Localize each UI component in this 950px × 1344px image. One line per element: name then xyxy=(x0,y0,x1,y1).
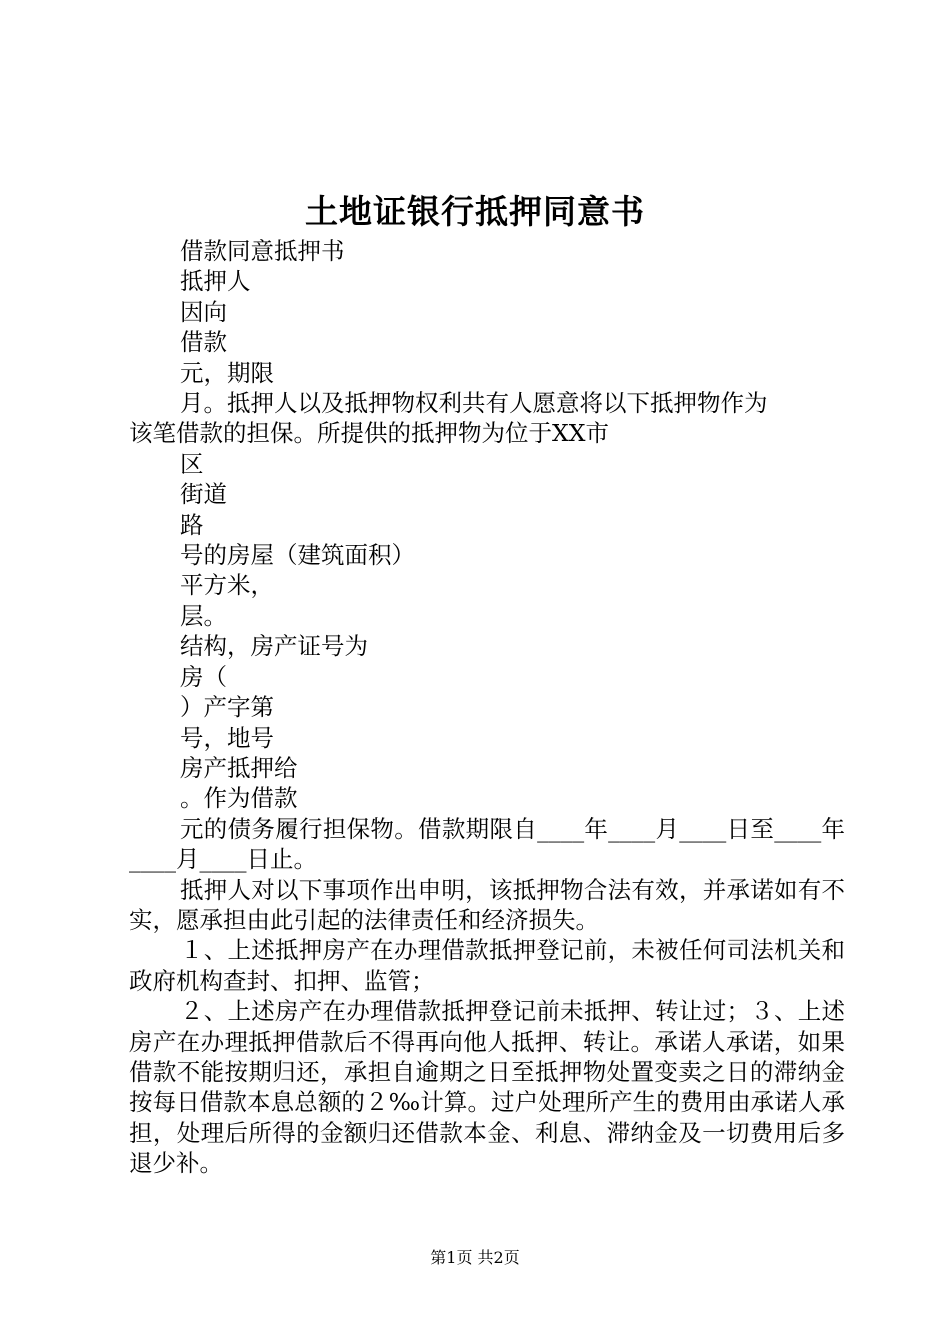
clause-1-paragraph: １、上述抵押房产在办理借款抵押登记前，未被任何司法机关和政府机构查封、扣押、监管； xyxy=(129,936,845,995)
clause-2-3-paragraph: ２、上述房产在办理借款抵押登记前未抵押、转让过；３、上述房产在办理抵押借款后不得再向他人抵押、转让。承诺人承诺，如果借款不能按期归还，承担自逾期之日至抵押物处置变卖之日的滞纳金按每日借款本息总额的２‰计算。过户处理所产生的费用由承诺人承担，处理后所得的金额归还借款本金、利息、滞纳金及一切费用后多退少补。 xyxy=(129,997,845,1178)
body-line: 因向 xyxy=(180,297,227,326)
body-line: 抵押人 xyxy=(180,267,251,296)
body-line: 房（ xyxy=(180,662,227,691)
body-line: 借款同意抵押书 xyxy=(180,237,345,265)
body-line: 号的房屋（建筑面积） xyxy=(180,541,415,570)
body-line: 区 xyxy=(180,449,204,478)
body-line: 。作为借款 xyxy=(180,784,298,813)
loan-term-paragraph: 元的债务履行担保物。借款期限自____年____月____日至____年____月____日止。 xyxy=(129,814,845,874)
body-line: 号，地号 xyxy=(180,723,274,752)
body-line: 借款 xyxy=(180,328,227,357)
body-line: 月。抵押人以及抵押物权利共有人愿意将以下抵押物作为 xyxy=(180,389,768,418)
body-line: 平方米， xyxy=(180,571,274,600)
body-line: 路 xyxy=(180,510,204,539)
body-line: 层。 xyxy=(180,601,227,630)
body-line: 结构，房产证号为 xyxy=(180,632,368,661)
page-footer: 第1页 共2页 xyxy=(430,1248,520,1267)
body-line: ）产字第 xyxy=(180,693,274,722)
document-title: 土地证银行抵押同意书 xyxy=(305,192,645,231)
body-line: 街道 xyxy=(180,480,227,509)
body-line: 房产抵押给 xyxy=(180,753,298,782)
declaration-paragraph: 抵押人对以下事项作出申明，该抵押物合法有效，并承诺如有不实，愿承担由此引起的法律责任和经济损失。 xyxy=(129,875,845,934)
body-line-wrap: 该笔借款的担保。所提供的抵押物为位于XX市 xyxy=(129,419,609,448)
document-body xyxy=(129,236,845,1179)
body-line: 元，期限 xyxy=(180,358,274,387)
